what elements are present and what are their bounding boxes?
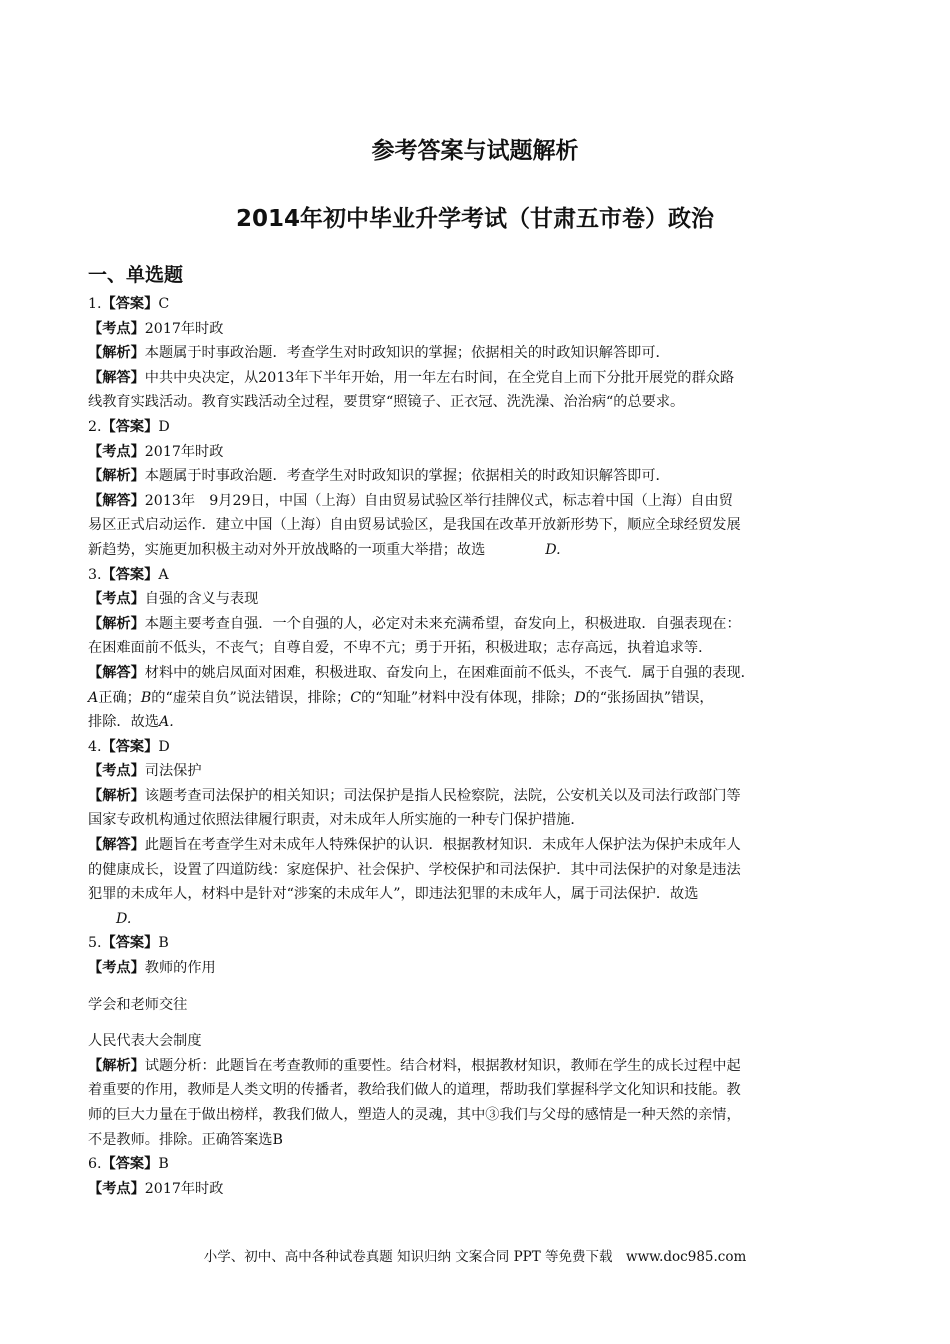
q1-solution-cont: 线教育实践活动。教育实践活动全过程，要贯穿“照镜子、正衣冠、洗洗澡、治治病“的总要求。 <box>88 394 685 411</box>
exam-subtitle: 2014年初中毕业升学考试（甘肃五市卷）政治 <box>235 206 714 232</box>
q2-answer: 2.【答案】D <box>88 418 170 435</box>
q1-analysis: 【解析】本题属于时事政治题．考查学生对时政知识的掌握；依据相关的时政知识解答即可． <box>88 345 670 362</box>
q3-solution-options: A正确；B的“虚荣自负”说法错误，排除；C的“知耻”材料中没有体现，排除；D的“张扬固执”错误， <box>88 689 714 706</box>
q5-point-3: 人民代表大会制度 <box>88 1033 202 1050</box>
q2-solution-cont: 易区正式启动运作．建立中国（上海）自由贸易试验区，是我国在改革开放新形势下，顺应全球经贸发展 <box>88 517 741 534</box>
q4-solution-cont2: 犯罪的未成年人，材料中是针对“涉案的未成年人”，即违法犯罪的未成年人，属于司法保护．故选 <box>88 886 699 903</box>
q2-solution-end: 新趋势，实施更加积极主动对外开放战略的一项重大举措；故选 D. <box>88 541 561 558</box>
q5-analysis-cont: 着重要的作用，教师是人类文明的传播者，教给我们做人的道理，帮助我们掌握科学文化知识和技能。教 <box>88 1082 741 1099</box>
q5-analysis-cont2: 师的巨大力量在于做出榜样，教我们做人，塑造人的灵魂，其中③我们与父母的感情是一种天然的亲情， <box>88 1107 741 1123</box>
q5-point-2: 学会和老师交往 <box>88 996 188 1013</box>
page-footer: 小学、初中、高中各种试卷真题 知识归纳 文案合同 PPT 等免费下载 www.doc985.com <box>203 1249 747 1265</box>
q5-analysis-cont3: 不是教师。排除。正确答案选B <box>88 1131 283 1148</box>
answer-body <box>88 292 868 1201</box>
q2-point: 【考点】2017年时政 <box>88 443 224 460</box>
q6-answer: 6.【答案】B <box>88 1156 169 1173</box>
q4-solution-choice: D. <box>116 910 132 927</box>
q4-point: 【考点】司法保护 <box>88 763 202 780</box>
q3-analysis: 【解析】本题主要考查自强．一个自强的人，必定对未来充满希望，奋发向上，积极进取．自强表现在： <box>88 615 741 632</box>
section-title: 一、单选题 <box>88 264 184 286</box>
page-title: 参考答案与试题解析 <box>371 138 579 164</box>
q4-solution-cont: 的健康成长，设置了四道防线：家庭保护、社会保护、学校保护和司法保护．其中司法保护的对象是违法 <box>88 861 741 878</box>
q2-solution: 【解答】2013年 9月29日，中国（上海）自由贸易试验区举行挂牌仪式，标志着中国（上海）自由贸 <box>88 492 733 509</box>
q1-point: 【考点】2017年时政 <box>88 320 224 337</box>
q4-solution: 【解答】此题旨在考查学生对未成年人特殊保护的认识．根据教材知识．未成年人保护法为保护未成年人 <box>88 837 741 854</box>
q4-answer: 4.【答案】D <box>88 738 170 755</box>
q5-answer: 5.【答案】B <box>88 935 169 952</box>
q4-analysis: 【解析】该题考查司法保护的相关知识；司法保护是指人民检察院，法院，公安机关以及司法行政部门等 <box>88 787 741 804</box>
q3-analysis-cont: 在困难面前不低头，不丧气；自尊自爱，不卑不亢；勇于开拓，积极进取；志存高远，执着追求等． <box>88 640 713 657</box>
q6-point: 【考点】2017年时政 <box>88 1180 224 1197</box>
q3-answer: 3.【答案】A <box>88 566 169 583</box>
q4-analysis-cont: 国家专政机构通过依照法律履行职责，对未成年人所实施的一种专门保护措施． <box>88 812 585 829</box>
q5-analysis: 【解析】试题分析：此题旨在考查教师的重要性。结合材料，根据教材知识，教师在学生的成长过程中起 <box>88 1057 741 1074</box>
q3-solution-end: 排除．故选A. <box>88 714 174 731</box>
q1-solution: 【解答】中共中央决定，从2013年下半年开始，用一年左右时间，在全党自上而下分批开展党的群众路 <box>88 369 735 386</box>
q3-point: 【考点】自强的含义与表现 <box>88 591 259 608</box>
q5-point: 【考点】教师的作用 <box>88 960 216 977</box>
q1-answer: 1.【答案】C <box>88 296 170 312</box>
q3-solution: 【解答】材料中的姚启凤面对困难，积极进取、奋发向上，在困难面前不低头，不丧气．属于自强的表现． <box>88 664 755 681</box>
q2-analysis: 【解析】本题属于时事政治题．考查学生对时政知识的掌握；依据相关的时政知识解答即可． <box>88 468 670 485</box>
